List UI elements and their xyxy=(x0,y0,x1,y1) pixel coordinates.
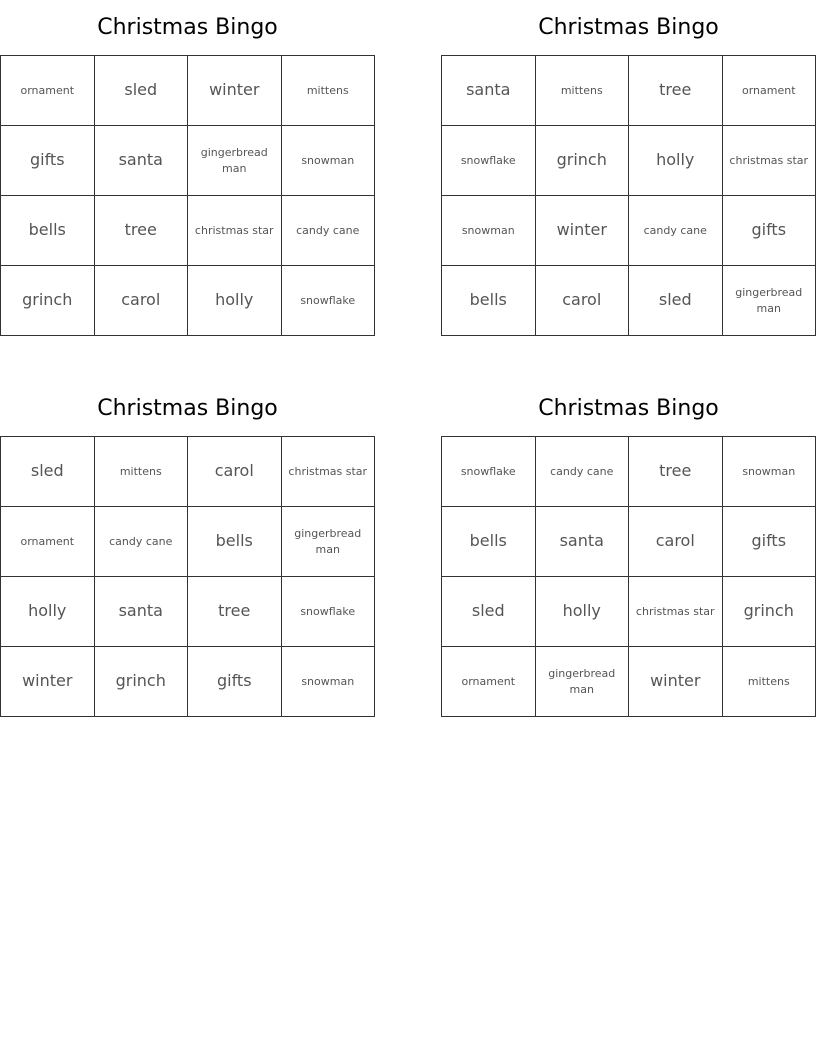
bingo-grid xyxy=(0,436,375,717)
bingo-cell: ornament xyxy=(723,56,816,126)
bingo-grid xyxy=(441,436,816,717)
bingo-grid xyxy=(0,55,375,336)
bingo-cell: candy cane xyxy=(629,196,723,266)
bingo-cell: holly xyxy=(629,126,723,196)
bingo-cell: snowman xyxy=(282,126,376,196)
bingo-cell: sled xyxy=(442,577,536,647)
bingo-cell: winter xyxy=(188,56,282,126)
bingo-cell: winter xyxy=(536,196,630,266)
card-title: Christmas Bingo xyxy=(538,396,719,421)
bingo-cell: santa xyxy=(442,56,536,126)
bingo-cell: grinch xyxy=(1,266,95,336)
bingo-cell: christmas star xyxy=(723,126,816,196)
bingo-cell: carol xyxy=(536,266,630,336)
bingo-cell: tree xyxy=(629,437,723,507)
bingo-cell: mittens xyxy=(723,647,816,717)
bingo-cell: grinch xyxy=(723,577,816,647)
bingo-cell: gifts xyxy=(1,126,95,196)
bingo-cell: christmas star xyxy=(629,577,723,647)
bingo-cell: snowflake xyxy=(442,437,536,507)
bingo-cell: tree xyxy=(629,56,723,126)
bingo-cell: snowman xyxy=(723,437,816,507)
bingo-cell: holly xyxy=(188,266,282,336)
bingo-cell: grinch xyxy=(95,647,189,717)
bingo-cell: gingerbread man xyxy=(723,266,816,336)
bingo-cell: carol xyxy=(629,507,723,577)
bingo-cell: christmas star xyxy=(282,437,376,507)
bingo-cell: carol xyxy=(188,437,282,507)
bingo-cell: santa xyxy=(95,126,189,196)
bingo-card-4 xyxy=(441,381,816,717)
bingo-cell: gifts xyxy=(723,507,816,577)
bingo-cell: snowflake xyxy=(282,577,376,647)
bingo-cell: snowman xyxy=(442,196,536,266)
bingo-cell: gingerbread man xyxy=(282,507,376,577)
bingo-cell: ornament xyxy=(1,56,95,126)
bingo-cell: gifts xyxy=(723,196,816,266)
bingo-cell: ornament xyxy=(1,507,95,577)
bingo-cell: winter xyxy=(629,647,723,717)
bingo-cell: bells xyxy=(188,507,282,577)
bingo-card-3 xyxy=(0,381,375,717)
bingo-cell: winter xyxy=(1,647,95,717)
bingo-cell: gifts xyxy=(188,647,282,717)
bingo-cell: christmas star xyxy=(188,196,282,266)
bingo-card-1 xyxy=(0,0,375,336)
bingo-cell: mittens xyxy=(95,437,189,507)
bingo-cell: snowman xyxy=(282,647,376,717)
bingo-cell: mittens xyxy=(536,56,630,126)
bingo-cell: tree xyxy=(95,196,189,266)
bingo-cell: sled xyxy=(95,56,189,126)
bingo-cell: gingerbread man xyxy=(536,647,630,717)
bingo-cell: holly xyxy=(1,577,95,647)
bingo-cell: gingerbread man xyxy=(188,126,282,196)
bingo-cell: candy cane xyxy=(282,196,376,266)
bingo-cell: carol xyxy=(95,266,189,336)
bingo-cell: bells xyxy=(1,196,95,266)
bingo-cell: holly xyxy=(536,577,630,647)
bingo-cell: snowflake xyxy=(442,126,536,196)
bingo-cell: mittens xyxy=(282,56,376,126)
bingo-card-2 xyxy=(441,0,816,336)
bingo-cell: sled xyxy=(1,437,95,507)
bingo-grid xyxy=(441,55,816,336)
bingo-cell: santa xyxy=(536,507,630,577)
bingo-cell: candy cane xyxy=(536,437,630,507)
bingo-cell: bells xyxy=(442,507,536,577)
card-title: Christmas Bingo xyxy=(538,15,719,40)
bingo-cell: tree xyxy=(188,577,282,647)
bingo-cell: sled xyxy=(629,266,723,336)
bingo-cell: ornament xyxy=(442,647,536,717)
bingo-cell: candy cane xyxy=(95,507,189,577)
bingo-cell: bells xyxy=(442,266,536,336)
bingo-cell: santa xyxy=(95,577,189,647)
bingo-cell: snowflake xyxy=(282,266,376,336)
bingo-cell: grinch xyxy=(536,126,630,196)
card-title: Christmas Bingo xyxy=(97,15,278,40)
card-title: Christmas Bingo xyxy=(97,396,278,421)
